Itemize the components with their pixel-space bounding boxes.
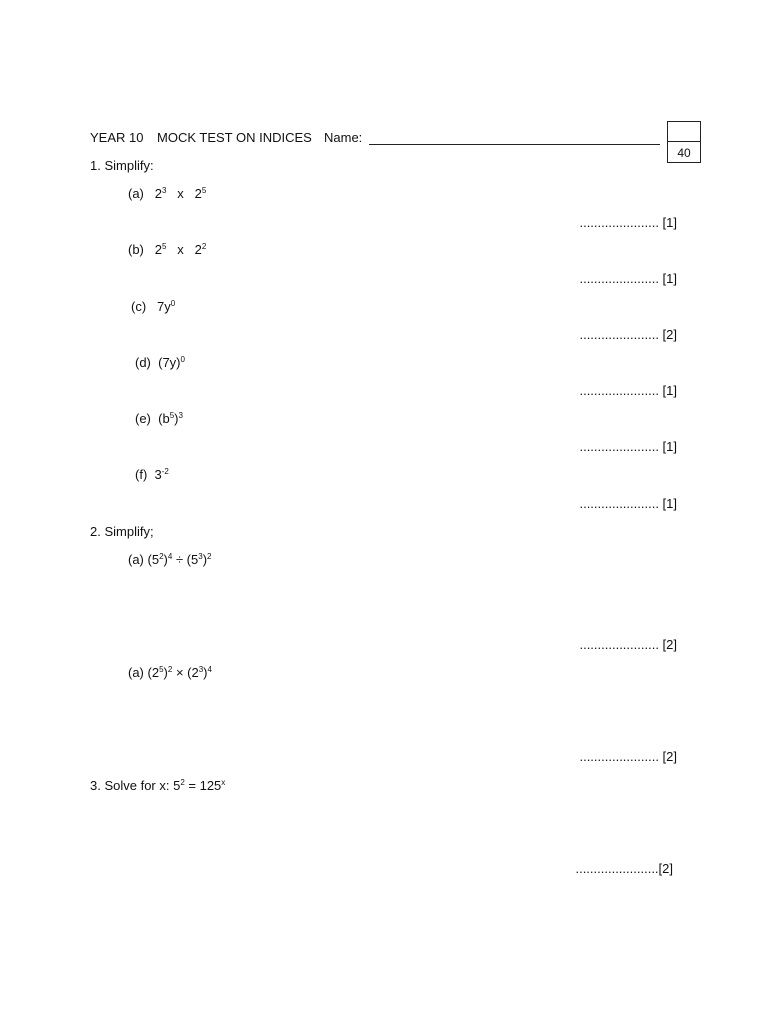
q1e-question: [135, 411, 183, 426]
q3-answer-line[interactable]: .......................[2]: [575, 861, 673, 876]
year-label: YEAR 10: [90, 130, 144, 145]
q1b-exp1: 5: [161, 242, 167, 251]
q2a-e2: 4: [167, 552, 173, 561]
q1a-exp2: 5: [201, 186, 207, 195]
q1a-exp1: 3: [161, 186, 167, 195]
score-box-divider: [668, 141, 700, 142]
total-marks: 40: [677, 146, 691, 160]
q1f-exp: -2: [161, 467, 169, 476]
q1e-exp1: 5: [169, 411, 175, 420]
name-field-line[interactable]: [369, 144, 660, 145]
q1a-label: (a): [128, 186, 144, 201]
q3-exp2: x: [221, 778, 226, 787]
q2a-answer-line[interactable]: ...................... [2]: [579, 637, 677, 652]
q1c-answer-line[interactable]: ...................... [2]: [579, 327, 677, 342]
q1f-question: [135, 467, 169, 482]
q1e-label: (e): [135, 411, 151, 426]
q1e-exp2: 3: [178, 411, 183, 420]
q1a-question: [128, 186, 206, 201]
q2b-e4: 4: [207, 665, 212, 674]
q3-text1: 3. Solve for x: 5: [90, 778, 181, 793]
q2a-t2: ): [163, 552, 168, 567]
q1a-base2: 2: [194, 186, 202, 201]
q1c-label: (c): [131, 299, 147, 314]
q1c-base: 7y: [157, 299, 171, 314]
q1f-answer-line[interactable]: ...................... [1]: [579, 496, 677, 511]
q2b-t1: (2: [147, 665, 160, 680]
q1d-question: [135, 355, 185, 370]
q1f-label: (f): [135, 467, 148, 482]
q1b-base2: 2: [194, 242, 202, 257]
score-box: [667, 121, 701, 163]
q2a-e3: 3: [198, 552, 203, 561]
q1b-label: (b): [128, 242, 144, 257]
q2a-t1: (5: [147, 552, 160, 567]
q1f-base: 3: [154, 467, 162, 482]
q2-heading: 2. Simplify;: [90, 524, 154, 539]
q2b-t4: ): [203, 665, 208, 680]
q1e-base: (b: [158, 411, 170, 426]
q1b-operator: x: [173, 242, 188, 257]
q1e-paren: ): [174, 411, 179, 426]
q2b-e1: 5: [159, 665, 164, 674]
q1a-base1: 2: [154, 186, 162, 201]
q1d-answer-line[interactable]: ...................... [1]: [579, 383, 677, 398]
q1c-exp: 0: [170, 299, 176, 308]
q2a-t3: ÷ (5: [172, 552, 199, 567]
q1d-base: (7y): [158, 355, 181, 370]
q2a-question: [128, 552, 212, 567]
q1-heading: 1. Simplify:: [90, 158, 154, 173]
q1b-base1: 2: [154, 242, 162, 257]
q2a-label: (a): [128, 552, 144, 567]
q1b-exp2: 2: [201, 242, 207, 251]
q1a-answer-line[interactable]: ...................... [1]: [579, 215, 677, 230]
q1d-exp: 0: [180, 355, 185, 364]
q1e-answer-line[interactable]: ...................... [1]: [579, 439, 677, 454]
q2b-t2: ): [163, 665, 168, 680]
q3-heading: [90, 778, 225, 793]
q2a-e4: 2: [207, 552, 212, 561]
q2b-answer-line[interactable]: ...................... [2]: [579, 749, 677, 764]
q2b-label: (a): [128, 665, 144, 680]
name-label: Name:: [324, 130, 363, 145]
test-title: MOCK TEST ON INDICES: [157, 130, 312, 145]
q1a-operator: x: [173, 186, 188, 201]
q1b-question: [128, 242, 206, 257]
q3-exp1: 2: [180, 778, 185, 787]
q2b-t3: × (2: [172, 665, 199, 680]
q1d-label: (d): [135, 355, 151, 370]
q1c-question: [131, 299, 175, 314]
q1b-answer-line[interactable]: ...................... [1]: [579, 271, 677, 286]
q2b-e2: 2: [167, 665, 173, 674]
q2a-t4: ): [202, 552, 208, 567]
q3-text2: = 125: [184, 778, 222, 793]
q2b-question: [128, 665, 212, 680]
q2a-e1: 2: [159, 552, 164, 561]
q2b-e3: 3: [198, 665, 204, 674]
